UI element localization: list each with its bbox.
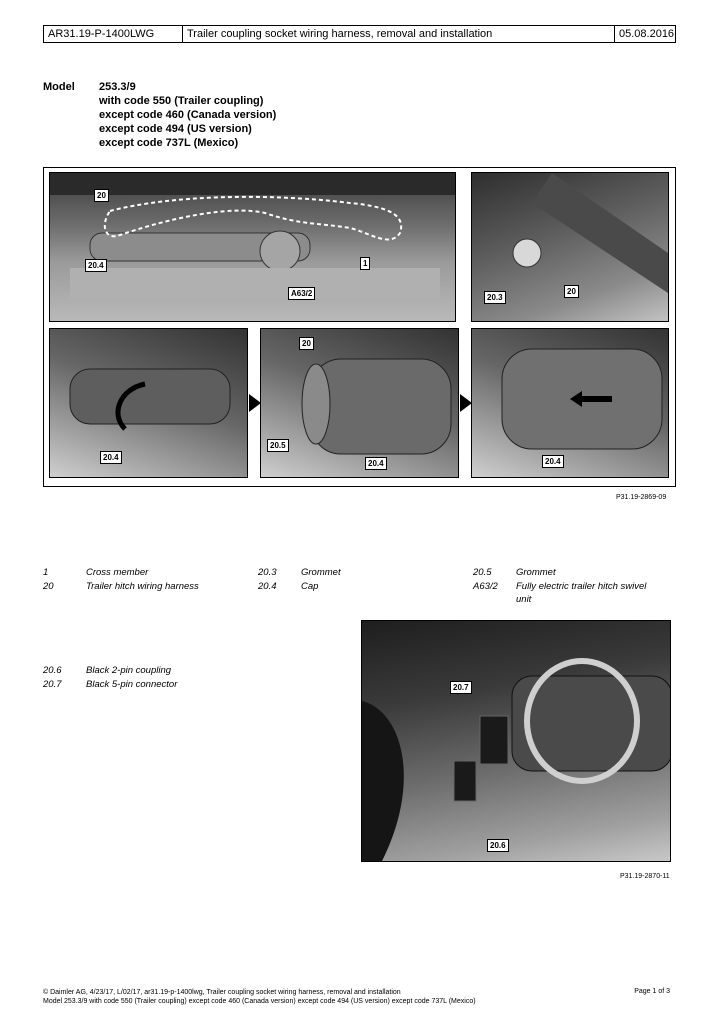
- figure-2-reference: P31.19-2870-11: [620, 873, 670, 880]
- legend-number: 20.6: [43, 665, 62, 676]
- legend-number: 20.3: [258, 567, 277, 578]
- model-line: with code 550 (Trailer coupling): [99, 95, 264, 107]
- model-line: except code 737L (Mexico): [99, 137, 239, 149]
- photo-underbody-overview: [49, 172, 456, 322]
- callout-label: 20: [299, 337, 314, 350]
- legend-item: [43, 678, 243, 692]
- legend-text: Fully electric trailer hitch swivel unit: [516, 581, 647, 605]
- callout-label: 20.4: [365, 457, 387, 470]
- legend-text: Grommet: [516, 567, 556, 578]
- legend-text: Black 2-pin coupling: [86, 665, 172, 676]
- page-number: Page 1 of 3: [634, 988, 670, 995]
- connector-outline: [362, 621, 670, 861]
- legend-number: 20.7: [43, 679, 62, 690]
- photo-grommet-detail: [471, 172, 669, 322]
- callout-label: A63/2: [288, 287, 315, 300]
- legend-number: 1: [43, 567, 49, 578]
- legend-number: 20.5: [473, 567, 492, 578]
- legend-text: Cross member: [86, 567, 149, 578]
- model-label: Model: [43, 81, 75, 93]
- photo-cap-slide: [471, 328, 669, 478]
- model-line: except code 460 (Canada version): [99, 109, 277, 121]
- figure-1: [43, 167, 676, 487]
- figure-2-connector-photo: [361, 620, 671, 862]
- footer-line: © Daimler AG, 4/23/17, L/02/17, ar31.19-p-1400lwg, Trailer coupling socket wiring harness, removal and installation: [43, 989, 401, 996]
- legend-text: Trailer hitch wiring harness: [86, 581, 199, 592]
- harness-route-outline: [50, 173, 455, 321]
- callout-label: 1: [360, 257, 370, 270]
- callout-label: 20.6: [487, 839, 509, 852]
- legend-item: [473, 580, 673, 610]
- legend-number: 20.4: [258, 581, 277, 592]
- legend-number: A63/2: [473, 581, 498, 592]
- legend-item: [43, 580, 243, 610]
- callout-label: 20.4: [85, 259, 107, 272]
- callout-label: 20.4: [542, 455, 564, 468]
- cap-slide-outline: [472, 329, 668, 477]
- callout-label: 20.7: [450, 681, 472, 694]
- legend-text: Grommet: [301, 567, 341, 578]
- legend-text: Black 5-pin connector: [86, 679, 178, 690]
- model-line: except code 494 (US version): [99, 123, 252, 135]
- photo-cap-rotate: [49, 328, 248, 478]
- legend-number: 20: [43, 581, 54, 592]
- document-date: 05.08.2016: [619, 28, 675, 40]
- document-id: AR31.19-P-1400LWG: [44, 26, 183, 42]
- footer-line: Model 253.3/9 with code 550 (Trailer coupling) except code 460 (Canada version) except code 494 (US version) except code 737L (Mexico): [43, 998, 476, 1005]
- page-footer: [43, 988, 476, 1006]
- document-title: Trailer coupling socket wiring harness, removal and installation: [183, 26, 615, 42]
- legend-text: Cap: [301, 581, 319, 592]
- model-lines: [99, 80, 276, 150]
- callout-label: 20.5: [267, 439, 289, 452]
- callout-label: 20: [564, 285, 579, 298]
- photo-cap-remove: [260, 328, 459, 478]
- cap-rotate-outline: [50, 329, 247, 477]
- callout-label: 20: [94, 189, 109, 202]
- document-header: [43, 25, 676, 43]
- legend-item: [43, 664, 243, 678]
- cap-remove-outline: [261, 329, 458, 477]
- model-line: 253.3/9: [99, 81, 136, 93]
- legend-item: [258, 580, 458, 610]
- figure-1-reference: P31.19-2869-09: [616, 494, 667, 501]
- callout-label: 20.3: [484, 291, 506, 304]
- callout-label: 20.4: [100, 451, 122, 464]
